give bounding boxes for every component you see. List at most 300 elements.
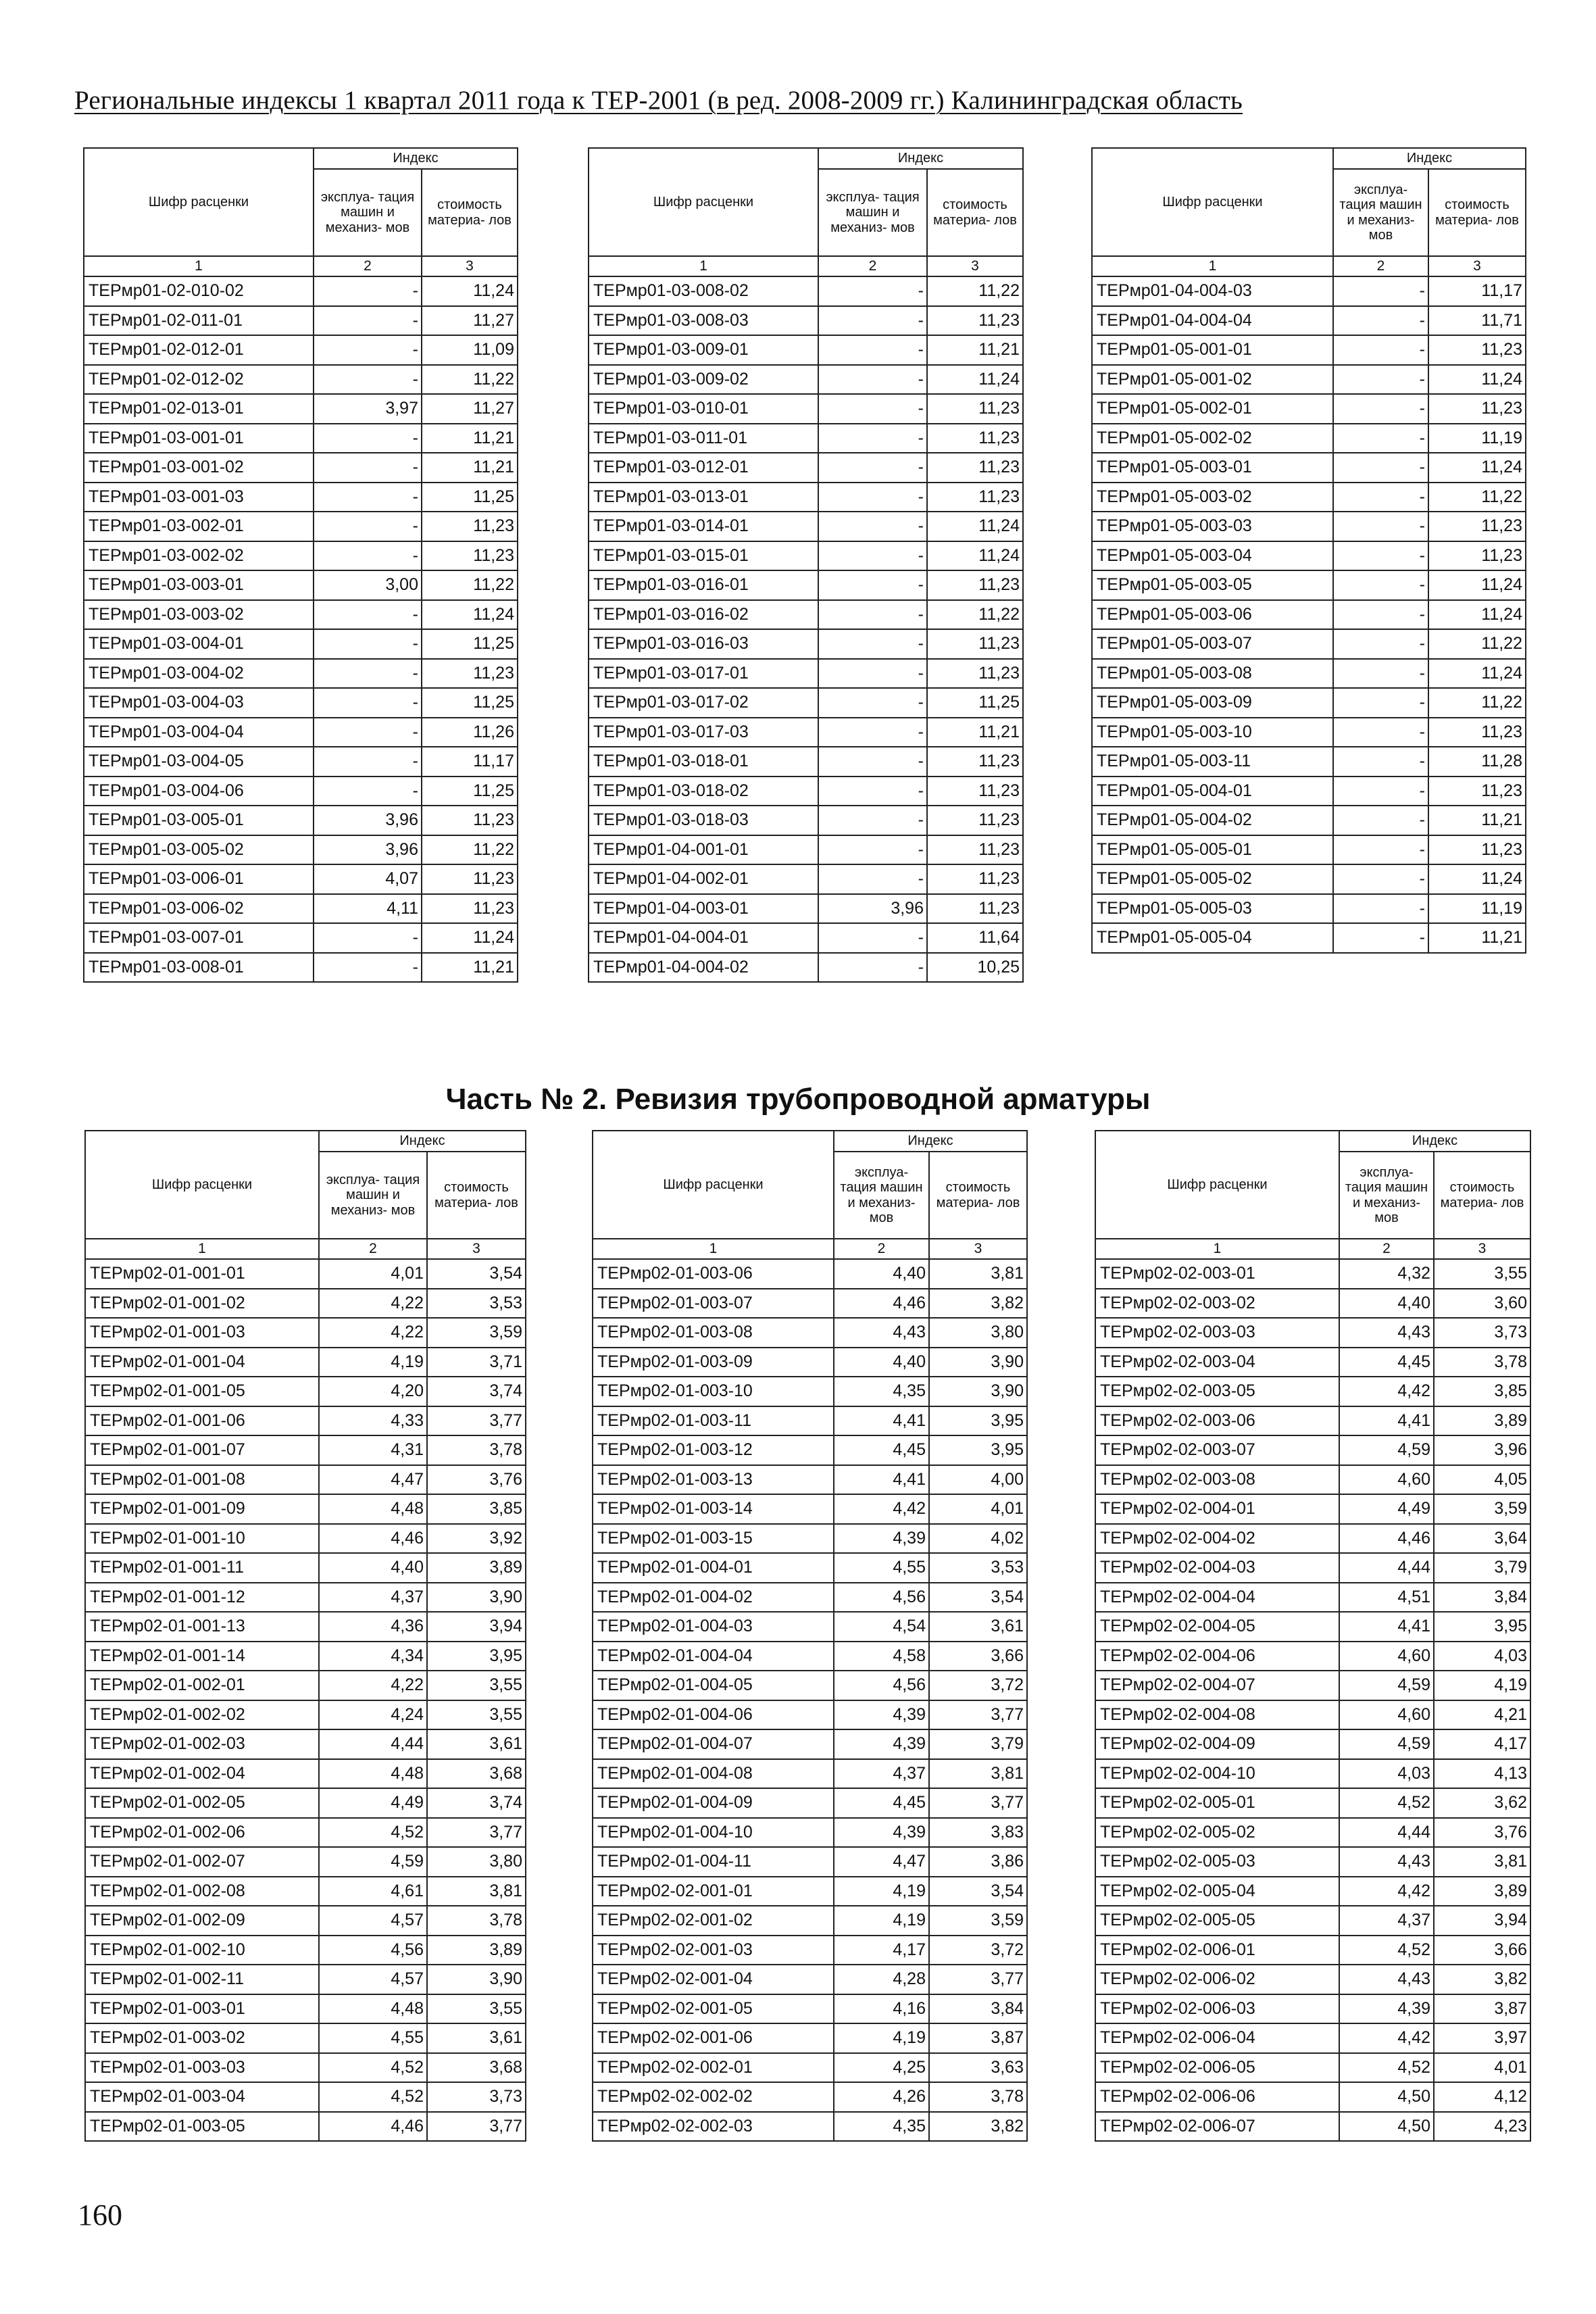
table-row [1095, 1847, 1530, 1877]
table-row [85, 1465, 526, 1495]
index-table-2 [588, 147, 1024, 983]
rate-code-cell: ТЕРмр02-02-001-04 [593, 1965, 834, 1994]
rate-code-cell: ТЕРмр01-03-012-01 [589, 453, 818, 483]
header-code: Шифр расценки [84, 148, 314, 256]
machines-index-cell: 4,17 [834, 1936, 929, 1965]
materials-index-cell: 11,23 [927, 747, 1023, 777]
machines-index-cell: 4,48 [319, 1994, 427, 2024]
rate-code-cell: ТЕРмр02-02-003-08 [1095, 1465, 1339, 1495]
rate-code-cell: ТЕРмр02-02-001-06 [593, 2023, 834, 2053]
machines-index-cell: 4,31 [319, 1435, 427, 1465]
machines-index-cell: - [1333, 600, 1428, 630]
machines-index-cell: 4,25 [834, 2053, 929, 2083]
rate-code-cell: ТЕРмр02-01-001-03 [85, 1318, 319, 1348]
rate-code-cell: ТЕРмр02-02-002-02 [593, 2082, 834, 2112]
machines-index-cell: 4,11 [314, 894, 422, 924]
materials-index-cell: 11,22 [1428, 483, 1526, 512]
machines-index-cell: 4,59 [319, 1847, 427, 1877]
machines-index-cell: - [818, 747, 927, 777]
index-table-3 [1091, 147, 1526, 954]
materials-index-cell: 11,24 [1428, 570, 1526, 600]
table-row [589, 394, 1023, 424]
table-row [1092, 570, 1526, 600]
table-row [1092, 777, 1526, 806]
table-row [589, 365, 1023, 395]
rate-code-cell: ТЕРмр02-02-006-05 [1095, 2053, 1339, 2083]
materials-index-cell: 11,23 [1428, 777, 1526, 806]
header-index: Индекс [834, 1131, 1027, 1152]
table-row [1095, 1524, 1530, 1554]
materials-index-cell: 11,22 [422, 835, 518, 865]
machines-index-cell: - [314, 306, 422, 336]
header-col-3: 3 [1434, 1239, 1530, 1259]
rate-code-cell: ТЕРмр02-01-003-06 [593, 1259, 834, 1289]
materials-index-cell: 3,77 [929, 1700, 1027, 1730]
machines-index-cell: 4,20 [319, 1377, 427, 1406]
table-row [589, 570, 1023, 600]
table-row [1095, 1377, 1530, 1406]
machines-index-cell: 4,57 [319, 1906, 427, 1936]
materials-index-cell: 11,23 [927, 483, 1023, 512]
materials-index-cell: 11,21 [422, 953, 518, 983]
materials-index-cell: 3,61 [427, 1729, 526, 1759]
rate-code-cell: ТЕРмр02-01-003-04 [85, 2082, 319, 2112]
materials-index-cell: 3,79 [929, 1729, 1027, 1759]
machines-index-cell: 4,43 [1339, 1318, 1434, 1348]
machines-index-cell: 4,49 [319, 1788, 427, 1818]
materials-index-cell: 3,53 [427, 1289, 526, 1319]
materials-index-cell: 11,24 [1428, 365, 1526, 395]
rate-code-cell: ТЕРмр01-05-003-06 [1092, 600, 1333, 630]
header-materials: стоимость материа- лов [427, 1152, 526, 1239]
materials-index-cell: 3,84 [929, 1994, 1027, 2024]
table-row [85, 1494, 526, 1524]
table-row [1092, 306, 1526, 336]
page-number: 160 [78, 2198, 122, 2232]
machines-index-cell: - [818, 777, 927, 806]
table-row [589, 629, 1023, 659]
table-row [1095, 1936, 1530, 1965]
table-row [1092, 453, 1526, 483]
materials-index-cell: 3,95 [1434, 1612, 1530, 1642]
rate-code-cell: ТЕРмр02-01-004-02 [593, 1583, 834, 1613]
materials-index-cell: 3,59 [427, 1318, 526, 1348]
rate-code-cell: ТЕРмр02-02-003-02 [1095, 1289, 1339, 1319]
machines-index-cell: 4,47 [834, 1847, 929, 1877]
machines-index-cell: - [1333, 777, 1428, 806]
table-row [593, 1994, 1027, 2024]
materials-index-cell: 11,21 [927, 335, 1023, 365]
table-row [589, 923, 1023, 953]
rate-code-cell: ТЕРмр02-01-002-05 [85, 1788, 319, 1818]
header-col-1: 1 [84, 256, 314, 276]
machines-index-cell: 4,42 [1339, 1377, 1434, 1406]
machines-index-cell: 4,52 [1339, 2053, 1434, 2083]
rate-code-cell: ТЕРмр02-01-004-04 [593, 1642, 834, 1671]
rate-code-cell: ТЕРмр01-03-005-02 [84, 835, 314, 865]
materials-index-cell: 11,23 [927, 659, 1023, 689]
rate-code-cell: ТЕРмр01-03-016-03 [589, 629, 818, 659]
machines-index-cell: - [314, 512, 422, 541]
machines-index-cell: 4,22 [319, 1671, 427, 1700]
table-row [589, 335, 1023, 365]
table-row [1095, 1759, 1530, 1789]
rate-code-cell: ТЕРмр02-02-003-06 [1095, 1406, 1339, 1436]
materials-index-cell: 3,82 [929, 1289, 1027, 1319]
materials-index-cell: 11,23 [422, 864, 518, 894]
rate-code-cell: ТЕРмр01-02-013-01 [84, 394, 314, 424]
materials-index-cell: 11,24 [1428, 453, 1526, 483]
table-row [1095, 1965, 1530, 1994]
table-row [85, 1877, 526, 1906]
rate-code-cell: ТЕРмр01-05-005-04 [1092, 923, 1333, 953]
table-row [1092, 923, 1526, 953]
table-row [589, 512, 1023, 541]
machines-index-cell: 4,49 [1339, 1494, 1434, 1524]
machines-index-cell: 4,59 [1339, 1671, 1434, 1700]
rate-code-cell: ТЕРмр02-01-002-01 [85, 1671, 319, 1700]
table-row [1095, 1906, 1530, 1936]
materials-index-cell: 3,90 [929, 1348, 1027, 1377]
rate-code-cell: ТЕРмр01-05-001-02 [1092, 365, 1333, 395]
rate-code-cell: ТЕРмр02-02-001-02 [593, 1906, 834, 1936]
header-code: Шифр расценки [589, 148, 818, 256]
rate-code-cell: ТЕРмр02-02-001-05 [593, 1994, 834, 2024]
table-row [1095, 1642, 1530, 1671]
machines-index-cell: - [818, 394, 927, 424]
machines-index-cell: 4,42 [834, 1494, 929, 1524]
table-row [85, 1435, 526, 1465]
materials-index-cell: 3,59 [1434, 1494, 1530, 1524]
machines-index-cell: 4,36 [319, 1612, 427, 1642]
rate-code-cell: ТЕРмр02-02-001-01 [593, 1877, 834, 1906]
materials-index-cell: 4,21 [1434, 1700, 1530, 1730]
materials-index-cell: 11,23 [422, 894, 518, 924]
materials-index-cell: 3,77 [427, 1818, 526, 1848]
rate-code-cell: ТЕРмр02-01-001-14 [85, 1642, 319, 1671]
table-row [1095, 1318, 1530, 1348]
materials-index-cell: 3,77 [427, 2112, 526, 2142]
materials-index-cell: 11,25 [927, 688, 1023, 718]
table-row [85, 1642, 526, 1671]
machines-index-cell: 4,42 [1339, 1877, 1434, 1906]
machines-index-cell: 4,58 [834, 1642, 929, 1671]
table-row [593, 1583, 1027, 1613]
table-row [1092, 688, 1526, 718]
rate-code-cell: ТЕРмр01-02-012-02 [84, 365, 314, 395]
rate-code-cell: ТЕРмр02-02-006-04 [1095, 2023, 1339, 2053]
header-index: Индекс [1339, 1131, 1530, 1152]
materials-index-cell: 3,61 [427, 2023, 526, 2053]
table-row [85, 1377, 526, 1406]
rate-code-cell: ТЕРмр02-01-001-08 [85, 1465, 319, 1495]
machines-index-cell: 4,43 [1339, 1965, 1434, 1994]
materials-index-cell: 11,23 [927, 864, 1023, 894]
machines-index-cell: - [1333, 718, 1428, 747]
table-row [1092, 864, 1526, 894]
materials-index-cell: 11,23 [927, 306, 1023, 336]
materials-index-cell: 11,27 [422, 306, 518, 336]
machines-index-cell: 4,19 [834, 1877, 929, 1906]
table-row [1095, 1348, 1530, 1377]
table-row [1092, 483, 1526, 512]
table-row [85, 1553, 526, 1583]
machines-index-cell: - [314, 953, 422, 983]
machines-index-cell: - [1333, 453, 1428, 483]
table-row [593, 1965, 1027, 1994]
materials-index-cell: 3,68 [427, 1759, 526, 1789]
table-row [84, 806, 518, 835]
rate-code-cell: ТЕРмр01-05-005-01 [1092, 835, 1333, 865]
machines-index-cell: - [314, 483, 422, 512]
rate-code-cell: ТЕРмр01-05-003-01 [1092, 453, 1333, 483]
table-row [593, 1729, 1027, 1759]
rate-code-cell: ТЕРмр02-02-004-03 [1095, 1553, 1339, 1583]
machines-index-cell: 4,41 [834, 1465, 929, 1495]
machines-index-cell: 4,52 [319, 2082, 427, 2112]
table-row [84, 923, 518, 953]
materials-index-cell: 3,73 [1434, 1318, 1530, 1348]
materials-index-cell: 11,22 [1428, 688, 1526, 718]
rate-code-cell: ТЕРмр01-05-002-02 [1092, 424, 1333, 453]
rate-code-cell: ТЕРмр02-01-003-11 [593, 1406, 834, 1436]
rate-code-cell: ТЕРмр02-01-003-05 [85, 2112, 319, 2142]
materials-index-cell: 3,80 [929, 1318, 1027, 1348]
materials-index-cell: 3,81 [427, 1877, 526, 1906]
rate-code-cell: ТЕРмр02-01-002-07 [85, 1847, 319, 1877]
table-row [84, 747, 518, 777]
materials-index-cell: 3,83 [929, 1818, 1027, 1848]
machines-index-cell: - [1333, 335, 1428, 365]
rate-code-cell: ТЕРмр01-03-017-03 [589, 718, 818, 747]
machines-index-cell: 4,60 [1339, 1642, 1434, 1671]
rate-code-cell: ТЕРмр02-02-004-07 [1095, 1671, 1339, 1700]
rate-code-cell: ТЕРмр01-05-003-04 [1092, 541, 1333, 571]
table-row [84, 777, 518, 806]
materials-index-cell: 11,22 [927, 276, 1023, 306]
table-row [1095, 2112, 1530, 2142]
materials-index-cell: 4,02 [929, 1524, 1027, 1554]
machines-index-cell: 4,03 [1339, 1759, 1434, 1789]
materials-index-cell: 3,55 [427, 1700, 526, 1730]
table-row [593, 1553, 1027, 1583]
materials-index-cell: 3,95 [929, 1406, 1027, 1436]
materials-index-cell: 11,24 [1428, 600, 1526, 630]
materials-index-cell: 11,24 [927, 541, 1023, 571]
table-row [593, 2053, 1027, 2083]
header-col-3: 3 [927, 256, 1023, 276]
materials-index-cell: 11,21 [422, 424, 518, 453]
table-row [593, 1818, 1027, 1848]
machines-index-cell: 3,96 [818, 894, 927, 924]
table-row [589, 453, 1023, 483]
table-row [593, 1877, 1027, 1906]
table-row [1095, 1583, 1530, 1613]
table-row [593, 1348, 1027, 1377]
table-row [1095, 1465, 1530, 1495]
rate-code-cell: ТЕРмр01-05-003-05 [1092, 570, 1333, 600]
rate-code-cell: ТЕРмр02-01-003-10 [593, 1377, 834, 1406]
table-row [1095, 1877, 1530, 1906]
rate-code-cell: ТЕРмр02-02-005-03 [1095, 1847, 1339, 1877]
materials-index-cell: 3,89 [1434, 1877, 1530, 1906]
machines-index-cell: 4,19 [319, 1348, 427, 1377]
table-row [85, 1406, 526, 1436]
materials-index-cell: 3,86 [929, 1847, 1027, 1877]
header-index: Индекс [1333, 148, 1526, 169]
materials-index-cell: 11,23 [927, 806, 1023, 835]
materials-index-cell: 11,24 [422, 923, 518, 953]
table-row [85, 1583, 526, 1613]
table-row [589, 659, 1023, 689]
table-row [1092, 541, 1526, 571]
machines-index-cell: 4,56 [319, 1936, 427, 1965]
table-row [1095, 2023, 1530, 2053]
rate-code-cell: ТЕРмр01-04-004-04 [1092, 306, 1333, 336]
machines-index-cell: - [314, 747, 422, 777]
table-row [1095, 1994, 1530, 2024]
rate-code-cell: ТЕРмр02-01-001-12 [85, 1583, 319, 1613]
machines-index-cell: 4,41 [1339, 1406, 1434, 1436]
materials-index-cell: 11,25 [422, 688, 518, 718]
rate-code-cell: ТЕРмр01-05-001-01 [1092, 335, 1333, 365]
rate-code-cell: ТЕРмр01-03-018-01 [589, 747, 818, 777]
machines-index-cell: 4,48 [319, 1759, 427, 1789]
rate-code-cell: ТЕРмр02-02-004-02 [1095, 1524, 1339, 1554]
table-row [589, 718, 1023, 747]
rate-code-cell: ТЕРмр02-02-002-01 [593, 2053, 834, 2083]
machines-index-cell: - [1333, 894, 1428, 924]
machines-index-cell: 4,22 [319, 1289, 427, 1319]
machines-index-cell: 4,52 [319, 1818, 427, 1848]
machines-index-cell: - [818, 306, 927, 336]
machines-index-cell: 4,39 [834, 1700, 929, 1730]
header-code: Шифр расценки [593, 1131, 834, 1239]
materials-index-cell: 11,24 [1428, 659, 1526, 689]
rate-code-cell: ТЕРмр02-01-004-01 [593, 1553, 834, 1583]
rate-code-cell: ТЕРмр02-01-001-06 [85, 1406, 319, 1436]
materials-index-cell: 3,78 [929, 2082, 1027, 2112]
rate-code-cell: ТЕРмр01-04-001-01 [589, 835, 818, 865]
rate-code-cell: ТЕРмр01-03-006-02 [84, 894, 314, 924]
table-row [1095, 1494, 1530, 1524]
rate-code-cell: ТЕРмр02-02-003-03 [1095, 1318, 1339, 1348]
machines-index-cell: - [1333, 570, 1428, 600]
machines-index-cell: 4,19 [834, 1906, 929, 1936]
header-col-2: 2 [314, 256, 422, 276]
table-row [593, 1289, 1027, 1319]
materials-index-cell: 3,97 [1434, 2023, 1530, 2053]
table-row [1095, 1406, 1530, 1436]
machines-index-cell: 4,56 [834, 1583, 929, 1613]
table-row [84, 541, 518, 571]
materials-index-cell: 3,77 [929, 1965, 1027, 1994]
rate-code-cell: ТЕРмр02-01-002-02 [85, 1700, 319, 1730]
materials-index-cell: 3,72 [929, 1671, 1027, 1700]
machines-index-cell: 4,57 [319, 1965, 427, 1994]
machines-index-cell: - [818, 923, 927, 953]
machines-index-cell: 4,46 [1339, 1524, 1434, 1554]
table-row [84, 953, 518, 983]
rate-code-cell: ТЕРмр02-01-004-09 [593, 1788, 834, 1818]
materials-index-cell: 4,05 [1434, 1465, 1530, 1495]
machines-index-cell: 4,56 [834, 1671, 929, 1700]
machines-index-cell: 4,55 [319, 2023, 427, 2053]
rate-code-cell: ТЕРмр01-05-004-01 [1092, 777, 1333, 806]
machines-index-cell: - [818, 365, 927, 395]
table-row [593, 1435, 1027, 1465]
materials-index-cell: 11,24 [422, 276, 518, 306]
materials-index-cell: 4,03 [1434, 1642, 1530, 1671]
table-row [85, 1906, 526, 1936]
machines-index-cell: - [314, 365, 422, 395]
materials-index-cell: 3,53 [929, 1553, 1027, 1583]
machines-index-cell: - [818, 864, 927, 894]
table-row [593, 2082, 1027, 2112]
machines-index-cell: - [1333, 835, 1428, 865]
materials-index-cell: 4,23 [1434, 2112, 1530, 2142]
index-table-5 [592, 1130, 1028, 2142]
rate-code-cell: ТЕРмр01-05-003-11 [1092, 747, 1333, 777]
rate-code-cell: ТЕРмр02-01-002-10 [85, 1936, 319, 1965]
table-row [84, 483, 518, 512]
rate-code-cell: ТЕРмр02-01-002-06 [85, 1818, 319, 1848]
machines-index-cell: 3,96 [314, 835, 422, 865]
machines-index-cell: 4,42 [1339, 2023, 1434, 2053]
materials-index-cell: 11,24 [422, 600, 518, 630]
rate-code-cell: ТЕРмр02-02-003-07 [1095, 1435, 1339, 1465]
table-row [84, 600, 518, 630]
machines-index-cell: - [1333, 864, 1428, 894]
machines-index-cell: 4,37 [319, 1583, 427, 1613]
materials-index-cell: 11,21 [927, 718, 1023, 747]
rate-code-cell: ТЕРмр02-01-001-09 [85, 1494, 319, 1524]
materials-index-cell: 11,21 [1428, 923, 1526, 953]
rate-code-cell: ТЕРмр02-01-003-02 [85, 2023, 319, 2053]
machines-index-cell: 4,39 [1339, 1994, 1434, 2024]
header-index: Индекс [319, 1131, 526, 1152]
machines-index-cell: - [1333, 629, 1428, 659]
table-row [1092, 276, 1526, 306]
machines-index-cell: 4,01 [319, 1259, 427, 1289]
table-row [1092, 424, 1526, 453]
rate-code-cell: ТЕРмр02-01-004-05 [593, 1671, 834, 1700]
rate-code-cell: ТЕРмр01-05-002-01 [1092, 394, 1333, 424]
machines-index-cell: - [1333, 276, 1428, 306]
materials-index-cell: 11,22 [1428, 629, 1526, 659]
section-title: Часть № 2. Ревизия трубопроводной арматуры [445, 1083, 1151, 1116]
materials-index-cell: 11,23 [1428, 835, 1526, 865]
materials-index-cell: 3,90 [427, 1965, 526, 1994]
table-row [1095, 1289, 1530, 1319]
materials-index-cell: 3,89 [427, 1936, 526, 1965]
rate-code-cell: ТЕРмр02-01-002-03 [85, 1729, 319, 1759]
rate-code-cell: ТЕРмр01-05-003-09 [1092, 688, 1333, 718]
materials-index-cell: 3,89 [427, 1553, 526, 1583]
rate-code-cell: ТЕРмр01-04-002-01 [589, 864, 818, 894]
table-row [593, 1759, 1027, 1789]
machines-index-cell: - [314, 629, 422, 659]
materials-index-cell: 3,84 [1434, 1583, 1530, 1613]
rate-code-cell: ТЕРмр01-03-004-03 [84, 688, 314, 718]
machines-index-cell: - [1333, 747, 1428, 777]
machines-index-cell: 4,16 [834, 1994, 929, 2024]
table-row [1095, 1818, 1530, 1848]
rate-code-cell: ТЕРмр01-04-004-03 [1092, 276, 1333, 306]
rate-code-cell: ТЕРмр01-03-015-01 [589, 541, 818, 571]
header-col-1: 1 [85, 1239, 319, 1259]
table-row [1092, 365, 1526, 395]
